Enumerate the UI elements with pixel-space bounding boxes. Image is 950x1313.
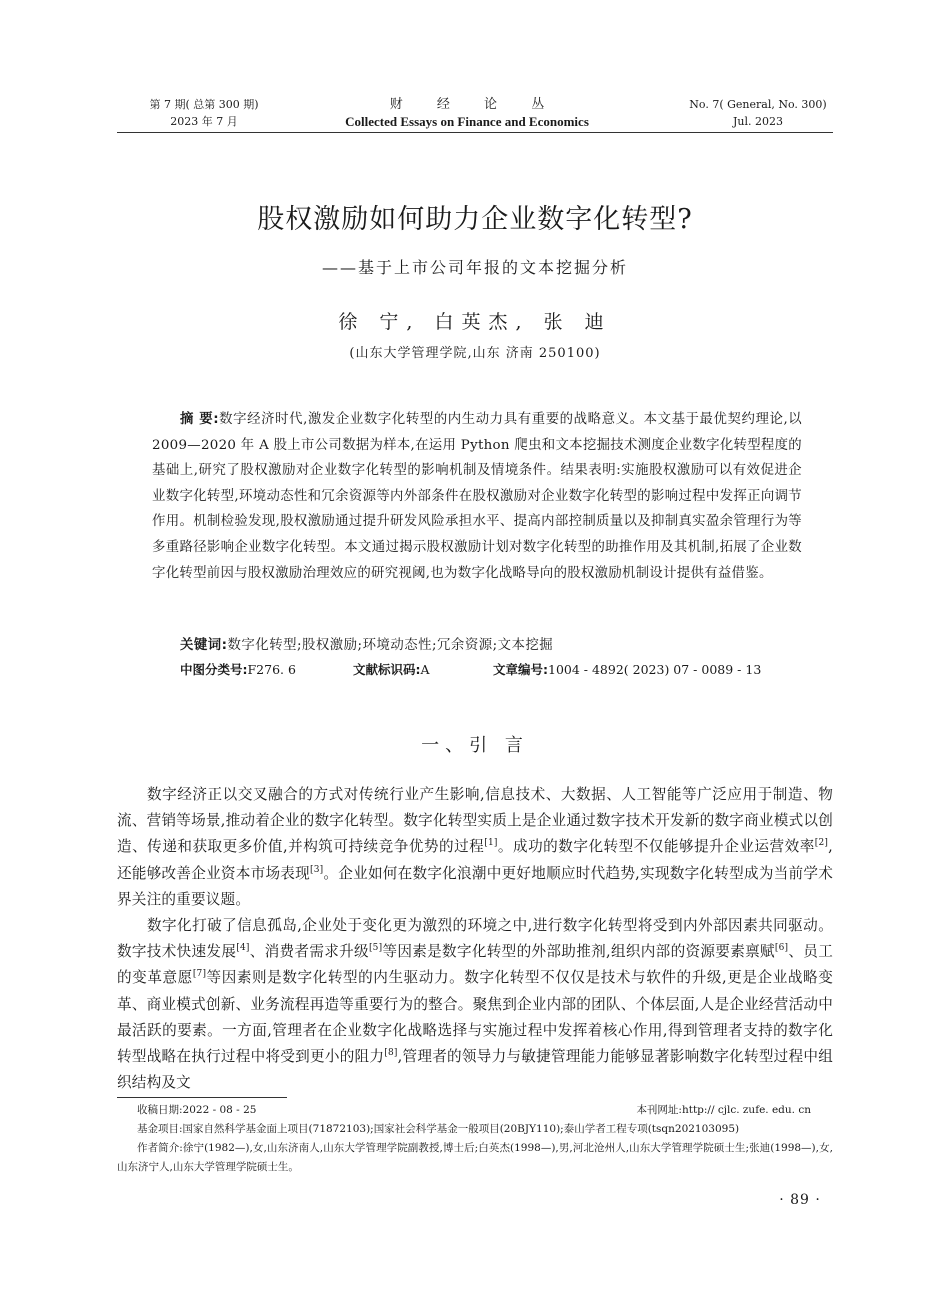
- citation-ref[interactable]: [4]: [236, 943, 250, 954]
- article-id-value: 1004 - 4892( 2023) 07 - 0089 - 13: [548, 662, 762, 677]
- doc-code-value: A: [420, 662, 430, 677]
- keywords: [180, 634, 800, 658]
- citation-ref[interactable]: [1]: [484, 838, 498, 849]
- citation-ref[interactable]: [6]: [774, 943, 789, 954]
- running-header: [117, 96, 833, 130]
- section-heading: 一、引 言: [421, 735, 529, 756]
- clc-label: 中图分类号:: [180, 662, 248, 677]
- journal-website[interactable]: 本刊网址:http:// cjlc. zufe. edu. cn: [636, 1104, 811, 1116]
- abstract-text: 数字经济时代,激发企业数字化转型的内生动力具有重要的战略意义。本文基于最优契约理论,以 2009—2020 年 A 股上市公司数据为样本,在运用 Python 爬虫和文本挖掘技术测度企业数字化转型程度的基础上,研究了股权激励对企业数字化转型的影响机制及情境条件。结果表明:实施股权激励可以有效促进企业数字化转型,环境动态性和冗余资源等内外部条件在股权激励对企业数字化转型的影响过程中发挥正向调节作用。机制检验发现,股权激励通过提升研发风险承担水平、提高内部控制质量以及抑制真实盈余管理行为等多重路径影响企业数字化转型。本文通过揭示股权激励计划对数字化转型的助推作用及其机制,拓展了企业数字化转型前因与股权激励治理效应的研究视阈,也为数字化战略导向的股权激励机制设计提供有益借鉴。: [152, 412, 802, 581]
- keywords-text: 数字化转型;股权激励;环境动态性;冗余资源;文本挖掘: [227, 638, 554, 653]
- citation-ref[interactable]: [8]: [384, 1048, 398, 1059]
- author-list: 徐 宁, 白英杰, 张 迪: [338, 311, 612, 333]
- author-affiliation: (山东大学管理学院,山东 济南 250100): [349, 346, 601, 361]
- footnote-divider: [117, 1097, 287, 1098]
- doc-code-label: 文献标识码:: [353, 662, 421, 677]
- journal-name-en: Collected Essays on Finance and Economics: [345, 114, 589, 129]
- keywords-label: 关键词:: [180, 638, 228, 653]
- abstract: [152, 407, 802, 586]
- citation-ref[interactable]: [3]: [310, 864, 324, 875]
- citation-ref[interactable]: [2]: [814, 838, 829, 849]
- issue-date-cn: 2023 年 7 月: [170, 115, 238, 128]
- article-id-label: 文章编号:: [493, 662, 548, 677]
- received-date: 收稿日期:2022 - 08 - 25: [137, 1104, 257, 1116]
- journal-name-cn: 财 经 论 丛: [389, 97, 560, 112]
- footnotes: [117, 1101, 833, 1177]
- header-center: [307, 96, 627, 130]
- article-subtitle: ——基于上市公司年报的文本挖掘分析: [321, 258, 628, 277]
- issue-date-en: Jul. 2023: [733, 115, 783, 128]
- citation-ref[interactable]: [5]: [368, 943, 383, 954]
- paragraph: 数字化打破了信息孤岛,企业处于变化更为激烈的环境之中,进行数字化转型将受到内外部因素共同驱动。数字技术快速发展[4]、消费者需求升级[5]等因素是数字化转型的外部助推剂,组织内部的资源要素禀赋[6]、员工的变革意愿[7]等因素则是数字化转型的内生驱动力。数字化转型不仅仅是技术与软件的升级,更是企业战略变革、商业模式创新、业务流程再造等重要行为的整合。聚焦到企业内部的团队、个体层面,人是企业经营活动中最活跃的要素。一方面,管理者在企业数字化战略选择与实施过程中发挥着核心作用,得到管理者支持的数字化转型战略在执行过程中将受到更小的阻力[8],管理者的领导力与敏捷管理能力能够显著影响数字化转型过程中组织结构及文: [117, 917, 833, 1092]
- abstract-label: 摘 要:: [180, 412, 219, 427]
- body-text: [117, 782, 833, 1096]
- issue-number-en: No. 7( General, No. 300): [689, 98, 827, 111]
- classification-line: [180, 659, 800, 681]
- article-title: 股权激励如何助力企业数字化转型?: [257, 204, 693, 235]
- issue-number-cn: 第 7 期( 总第 300 期): [149, 98, 259, 111]
- fund-info: 基金项目:国家自然科学基金面上项目(71872103);国家社会科学基金一般项目(20BJY110);泰山学者工程专项(tsqn202103095): [137, 1123, 740, 1135]
- page-number: · 89 ·: [779, 1192, 821, 1208]
- clc-value: F276. 6: [247, 662, 296, 677]
- paragraph: 数字经济正以交叉融合的方式对传统行业产生影响,信息技术、大数据、人工智能等广泛应用于制造、物流、营销等场景,推动着企业的数字化转型。数字化转型实质上是企业通过数字技术开发新的数字商业模式以创造、传递和获取更多价值,并构筑可持续竞争优势的过程[1]。成功的数字化转型不仅能够提升企业运营效率[2],还能够改善企业资本市场表现[3]。企业如何在数字化浪潮中更好地顺应时代趋势,实现数字化转型成为当前学术界关注的重要议题。: [117, 786, 833, 908]
- citation-ref[interactable]: [7]: [192, 969, 207, 980]
- author-bio: 作者简介:徐宁(1982—),女,山东济南人,山东大学管理学院副教授,博士后;白英杰(1998—),男,河北沧州人,山东大学管理学院硕士生;张迪(1998—),女,山东济宁人,山东大学管理学院硕士生。: [117, 1142, 833, 1173]
- header-left: [139, 96, 269, 130]
- header-divider: [117, 132, 833, 133]
- header-right: [683, 96, 833, 130]
